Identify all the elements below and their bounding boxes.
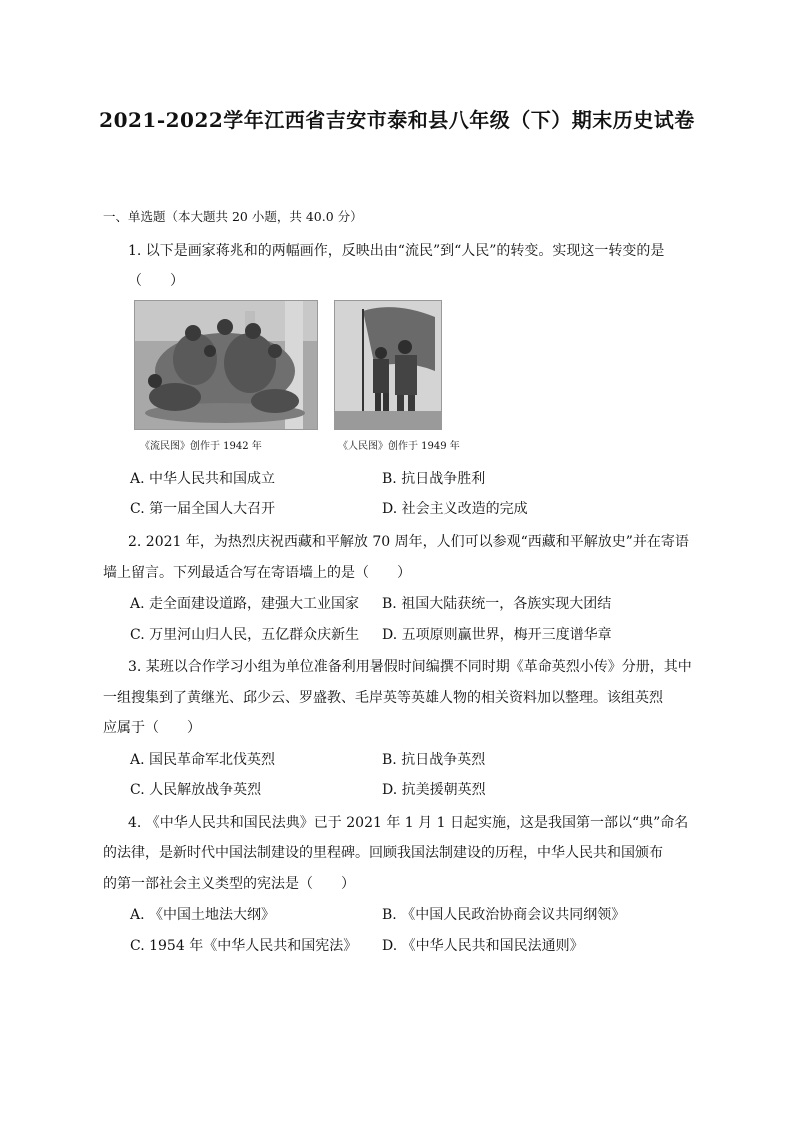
exam-title: 2021-2022学年江西省吉安市泰和县八年级（下）期末历史试卷: [99, 108, 695, 132]
q1-option-c[interactable]: C. 第一届全国人大召开: [130, 501, 276, 517]
q3-option-d[interactable]: D. 抗美援朝英烈: [382, 782, 486, 798]
q2-option-d[interactable]: D. 五项原则赢世界，梅开三度谱华章: [382, 627, 612, 643]
q3-option-a[interactable]: A. 国民革命军北伐英烈: [130, 752, 276, 768]
section-heading: 一、单选题（本大题共 20 小题，共 40.0 分）: [103, 209, 363, 224]
q4-stem-line-3: 的第一部社会主义类型的宪法是（ ）: [103, 876, 355, 892]
q3-stem-line-3: 应属于（ ）: [103, 720, 201, 736]
painting-liumin-caption: 《流民图》创作于 1942 年: [140, 441, 262, 452]
q2-stem-line-1: 2. 2021 年，为热烈庆祝西藏和平解放 70 周年，人们可以参观“西藏和平解放史”并在寄语: [128, 534, 689, 550]
q2-option-a[interactable]: A. 走全面建设道路，建强大工业国家: [130, 596, 360, 612]
q4-option-b[interactable]: B. 《中国人民政治协商会议共同纲领》: [382, 907, 626, 923]
q2-stem-line-2: 墙上留言。下列最适合写在寄语墙上的是（ ）: [103, 565, 411, 581]
q4-option-c[interactable]: C. 1954 年《中华人民共和国宪法》: [130, 938, 358, 954]
q4-option-d[interactable]: D. 《中华人民共和国民法通则》: [382, 938, 584, 954]
q1-option-d[interactable]: D. 社会主义改造的完成: [382, 501, 528, 517]
q2-option-b[interactable]: B. 祖国大陆获统一，各族实现大团结: [382, 596, 612, 612]
q4-stem-line-1: 4. 《中华人民共和国民法典》已于 2021 年 1 月 1 日起实施，这是我国第一部以“典”命名: [128, 815, 689, 831]
q1-stem-line-2: （ ）: [128, 273, 184, 289]
q3-stem-line-2: 一组搜集到了黄继光、邱少云、罗盛教、毛岸英等英雄人物的相关资料加以整理。该组英烈: [103, 690, 663, 706]
q3-option-b[interactable]: B. 抗日战争英烈: [382, 752, 486, 768]
q4-stem-line-2: 的法律，是新时代中国法制建设的里程碑。回顾我国法制建设的历程，中华人民共和国颁布: [103, 845, 663, 861]
q1-option-b[interactable]: B. 抗日战争胜利: [382, 471, 486, 487]
q1-option-a[interactable]: A. 中华人民共和国成立: [130, 471, 276, 487]
q3-option-c[interactable]: C. 人民解放战争英烈: [130, 782, 262, 798]
painting-renmin-caption: 《人民图》创作于 1949 年: [338, 441, 460, 452]
q1-stem-line-1: 1. 以下是画家蒋兆和的两幅画作，反映出由“流民”到“人民”的转变。实现这一转变的是: [128, 243, 665, 259]
q4-option-a[interactable]: A. 《中国土地法大纲》: [130, 907, 276, 923]
q2-option-c[interactable]: C. 万里河山归人民，五亿群众庆新生: [130, 627, 360, 643]
painting-liumin-image: [134, 300, 318, 430]
q3-stem-line-1: 3. 某班以合作学习小组为单位准备利用暑假时间编撰不同时期《革命英烈小传》分册，其中: [128, 659, 692, 675]
painting-renmin-image: [334, 300, 442, 430]
